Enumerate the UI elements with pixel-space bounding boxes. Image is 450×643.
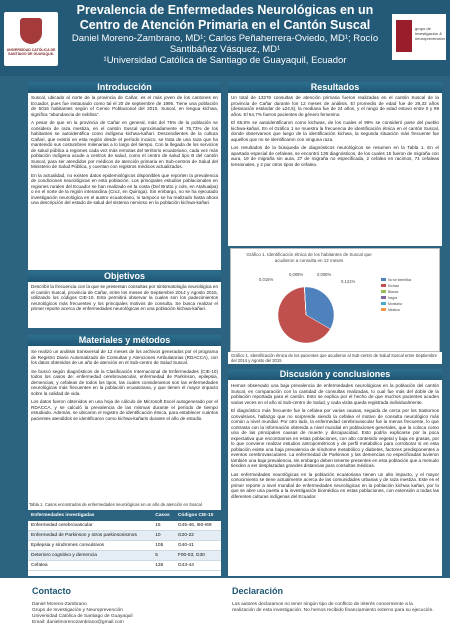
research-group-logo [392, 14, 446, 60]
intro-paragraph: Suscal, ubicado al norte de la provincia de Cañar, es el más joven de los cantones en Ecuador, pues fue instaurado como tal el 20 de septiembre de 1996. Tiene una población de 5016 habitantes según el Censo Poblacional del 2010. Suscal, en lengua kichwa, significa "abundancia de neblina". [31, 95, 218, 117]
objetivos-paragraph: Describir la frecuencia con la que se presentan consultas por sintomatología neurológica en el cantón Suscal, provincia de Cañar, entre los meses de Septiembre 2014 y Agosto 2015, utilizando los códigos CIE-10. Esto permitirá observar la cuales son los padecimientos neurológicos más frecuentes y los principales motivos de consulta. Se busca realizar el primer reporte acerca de enfermedades neurológicas en una población kichwa-kañari. [31, 284, 218, 311]
declaration-text: Los autores declaramos no tener ningún tipo de conflicto de interés concerniente a la realización de esta investigación. No hemos recibido financiamiento externo para su ejecución. [232, 602, 434, 613]
university-seal-icon [20, 18, 42, 44]
legend-item [381, 307, 411, 313]
table-cell: G20-22 [175, 531, 221, 541]
contact-details [32, 602, 222, 626]
affiliation: ¹Universidad Católica de Santiago de Guayaquil, Ecuador [103, 55, 347, 66]
research-group-mark-icon [396, 20, 412, 52]
pie-chart [231, 269, 381, 349]
table-row [28, 541, 221, 551]
contact-line: Universidad Católica de Santiago de Guayaquil [32, 614, 133, 619]
legend-swatch [381, 278, 386, 281]
table-cell: 5 [152, 551, 175, 561]
ethnicity-chart [230, 248, 440, 352]
legend-label: Kichwa [388, 284, 399, 288]
author-list: Daniel Moreno-Zambrano, MD¹; Carlos Peñaherrera-Oviedo, MD¹; Rocío Santibáñez Vásquez, MD¹ [71, 33, 379, 55]
contact-email[interactable]: Email: danielmorenozambrano@gmail.com [32, 620, 124, 625]
chart-caption: Gráfico 1. Identificación étnica de los pacientes que acudieron al Sub-centro de Salud Suscal entre Septiembre del 2014 y Agosto del 2015 [231, 353, 438, 363]
table-cell: 15 [152, 521, 175, 531]
table-cell: 105 [152, 541, 175, 551]
chart-legend [381, 277, 411, 313]
legend-label: Montubia [388, 302, 402, 306]
legend-label: Mestiza [388, 308, 400, 312]
legend-label: Negra [388, 296, 398, 300]
table-cell: Deterioro cognitivo y demencia [28, 551, 152, 561]
cases-table [28, 510, 221, 571]
table-cell: Enfermedad de Parkinson y otros parkinsonismos [28, 531, 152, 541]
legend-swatch [381, 296, 386, 299]
pie-data-label: 0,008% [289, 272, 304, 277]
contact-title: Contacto [32, 586, 71, 596]
table-caption: Tabla 1. Casos encontrados de enfermedades neurológicas en un año de atención en Suscal [29, 502, 202, 507]
table-cell: G43-44 [175, 561, 221, 571]
intro-heading: Introducción [28, 82, 221, 93]
intro-paragraph: A pesar de que en la provincia de Cañar en general, más del 75% de la población se considera de raza mestiza, en el cantón Suscal aproximadamente el 76,73% de los habitantes se autoidentifica como indígena kichwa-kañari. Descendientes de la cultura Cañari, que existió en esta región desde el período incaico, se trata de una raza que ha mantenido sus costumbres milenarias a lo largo del tiempo. Con la llegada de los servicios de salud pública a regiones cada vez más remotas del territorio ecuatoriano, cada vez más población indígena acude a centros de salud, como el centro de salud tipo B del cantón Suscal, para ser atendidos por médicos de atención primaria en Sub-centros de Salud del Ministerio de Salud Pública, y cuentan con registros médicos actualizados. [31, 120, 218, 169]
legend-label: No se identifica [388, 278, 412, 282]
table-row [28, 531, 221, 541]
resultados-paragraph: Los resultados de la búsqueda de diagnósticos neurológicos se resumen en la Tabla 1. En el apartado especial de cefaleas, se encontró 136 diagnósticos, de los cuales 15 fueron de migraña con aura, 19 de migraña sin aura, 27 de migraña no especificada, 2 cefalea en racimos, 71 cefaleas tensionales, y 2 por otros tipos de cefalea. [231, 145, 439, 167]
discusion-paragraph: Hemos observado una baja prevalencia de enfermedades neurológicas en la población del cantón Suscal, en comparación con la cantidad de consultas realizadas, lo cual fue más del doble de la población reportada para el cantón. Esto se explica por el hecho de que muchos pacientes acuden varias veces en el año al Sub-centro de Salud, y cada visita queda registrada individualmente. [231, 383, 439, 405]
university-logo [4, 12, 58, 66]
intro-text [31, 95, 218, 209]
contact-line: Grupo de Investigación y Neuroprevención [32, 608, 123, 613]
table-cell: G45-46, I60-I69 [175, 521, 221, 531]
objetivos-heading: Objetivos [28, 271, 221, 282]
objetivos-text [31, 284, 218, 315]
metodos-text [31, 349, 218, 424]
table-cell: F00-03, G30 [175, 551, 221, 561]
metodos-paragraph: Los datos fueron obtenidos en una hoja de cálculo de Microsoft Excel autogenerado por el RDACCA, y se calculó la prevalencia de las mismas durante el período de tiempo estudiado. Además, se ubicaron el registro de identificación étnica, para establecer cuántos pacientes atendidos se identificaron como kichwa-kañaris durante el año de estudio. [31, 399, 218, 421]
poster-header [0, 0, 450, 76]
table-row [28, 521, 221, 531]
table-header-cell: Enfermedades investigadas [28, 510, 152, 521]
discusion-paragraph: El diagnóstico más frecuente fue la cefalea por varias causas, seguida de cerca por los trastornos convulsivos, hallazgo que no sorprende siendo la cefalea el motivo de consulta neurológico más común a nivel mundial. Por otro lado, la enfermedad cerebrovascular fue la menos frecuente, lo que contrasta con la información obtenida a nivel mundial en poblaciones generales, que la coloca como una de las principales causas de muerte y discapacidad. Esto podría explicarse por la poca expectativa que encontramos en estas poblaciones, con alto contenido vegetal y baja en grasas, por lo que conviene realizar estudios antropométricos y de perfil metabólico para corroborar si en esta población existe una baja prevalencia de síndrome metabólico y diabetes, factores predisponentes a eventos cerebrovasculares. La enfermedad de Parkinson y las demencias no especificadas tuvieron también una baja prevalencia, sin embargo deben tenerse presentes en esta población que a menudo tienden a ser desplazadas grandes distancias para consultas médicas. [231, 408, 439, 468]
resultados-heading: Resultados [228, 82, 442, 93]
intro-paragraph: En la actualidad, no existen datos epidemiológicos disponibles que reporten la prevalencia de condiciones neurológicas en esta población. Los principales estudios poblacionales en regiones rurales del Ecuador se han realizado en la costa (Del Brutto y cols, en Atahualpa) o en el norte de la región interandina (Cruz, en Quiroga). Sin embargo, no se ha ejecutado investigación neurológica en el austro ecuatoriano, ni tampoco se ha realizado hasta ahora una descripción del estado de salud del sistema nervioso en la población kichwa-kañari. [31, 172, 218, 205]
table-header-row [28, 510, 221, 521]
table-header-cell: Casos [152, 510, 175, 521]
research-group-logo-text: grupo de investigación & neuroprevención [415, 26, 445, 41]
discusion-heading: Discusión y conclusiones [228, 369, 442, 380]
table-cell: G40-41 [175, 541, 221, 551]
resultados-text [231, 95, 439, 170]
declaration-title: Declaración [232, 586, 284, 596]
table-row [28, 551, 221, 561]
pie-data-label: 0,008% [317, 272, 332, 277]
resultados-paragraph: El 65,8% se autoidentificaron como kichwas, de los cuales el 99% se consideró parte del pueblo kichwa-kañari. En el Gráfico 1 se muestra la frecuencia de identificación étnica en el cantón Suscal, donde observamos que luego de la identificación kichwa, la segunda situación más frecuente fue aquellos que no se identificaron con ninguna raza. [231, 120, 439, 142]
table-cell: Cefalea [28, 561, 152, 571]
table-cell: Enfermedad cerebrovascular [28, 521, 152, 531]
contact-line: Daniel Moreno-Zambrano [32, 602, 87, 607]
table-header-cell: Códigos CIE-10 [175, 510, 221, 521]
discusion-paragraph: Las enfermedades neurológicas en la población ecuatoriana tienen un alto impacto, y el mayor conocimiento se tiene actualmente acerca de las comunidades urbanas y de raza mestiza. Este es el primer reporte a nivel mundial de enfermedades neurológicas en la población kichwa kañari, por lo que se abre una puerta a la investigación biomédica en estas poblaciones, con extensión a todas las diferentes culturas indígenas del Ecuador. [231, 471, 439, 499]
table-cell: 10 [152, 531, 175, 541]
university-logo-text: UNIVERSIDAD CATÓLICA DE SANTIAGO DE GUAYAQUIL [6, 48, 56, 56]
legend-label: Blanca [388, 290, 399, 294]
resultados-paragraph: Un total de 13276 consultas de atención primaria fueron realizadas en el cantón Suscal de la provincia de Cañar durante los 12 meses de análisis. El promedio de edad fue de 29,33 años (desviación estándar de ±24,5), la mediana fue de 24 años, y el rango de edad estuvo entre 0 y 99 años. El 64,7% fueron pacientes de género femenino. [231, 95, 439, 117]
table-cell: Epilepsia y síndromes convulsivos [28, 541, 152, 551]
poster-title: Prevalencia de Enfermedades Neurológicas en un Centro de Atención Primaria en el Cantón Suscal [76, 3, 374, 32]
legend-swatch [381, 284, 386, 287]
discusion-text [231, 383, 439, 502]
poster-authors [62, 33, 388, 66]
legend-swatch [381, 290, 386, 293]
chart-title: Gráfico 1. Identificación étnica de los habitantes de Suscal que acudieron a consulta en 12 meses [246, 252, 372, 263]
legend-swatch [381, 302, 386, 305]
metodos-paragraph: Se realizó un análisis transversal de 12 meses de los archivos generados por el programa de Registro Diario Automatizado de Consultas y Atenciones Ambulatorias (RDACCA), con los datos obtenidos de un año de atención en el Sub-centro de Salud Suscal. [31, 349, 218, 365]
metodos-paragraph: Se buscó según diagnósticos de la Clasificación Internacional de Enfermedades (CIE-10) todos los casos de: enfermedad cerebrovascular, enfermedad de Parkinson, epilepsia, demencias, y cefaleas de todos los tipos, las cuales consideramos son las enfermedades neurológicas más frecuentes en la población ecuatoriana, y que tienen el mayor impacto sobre la calidad de vida. [31, 368, 218, 396]
metodos-heading: Materiales y métodos [28, 335, 221, 346]
table-cell: 136 [152, 561, 175, 571]
pie-data-label: 0,121% [341, 279, 356, 284]
pie-data-label: 0,015% [259, 277, 274, 282]
legend-swatch [381, 308, 386, 311]
poster-footer [0, 578, 450, 643]
table-row [28, 561, 221, 571]
